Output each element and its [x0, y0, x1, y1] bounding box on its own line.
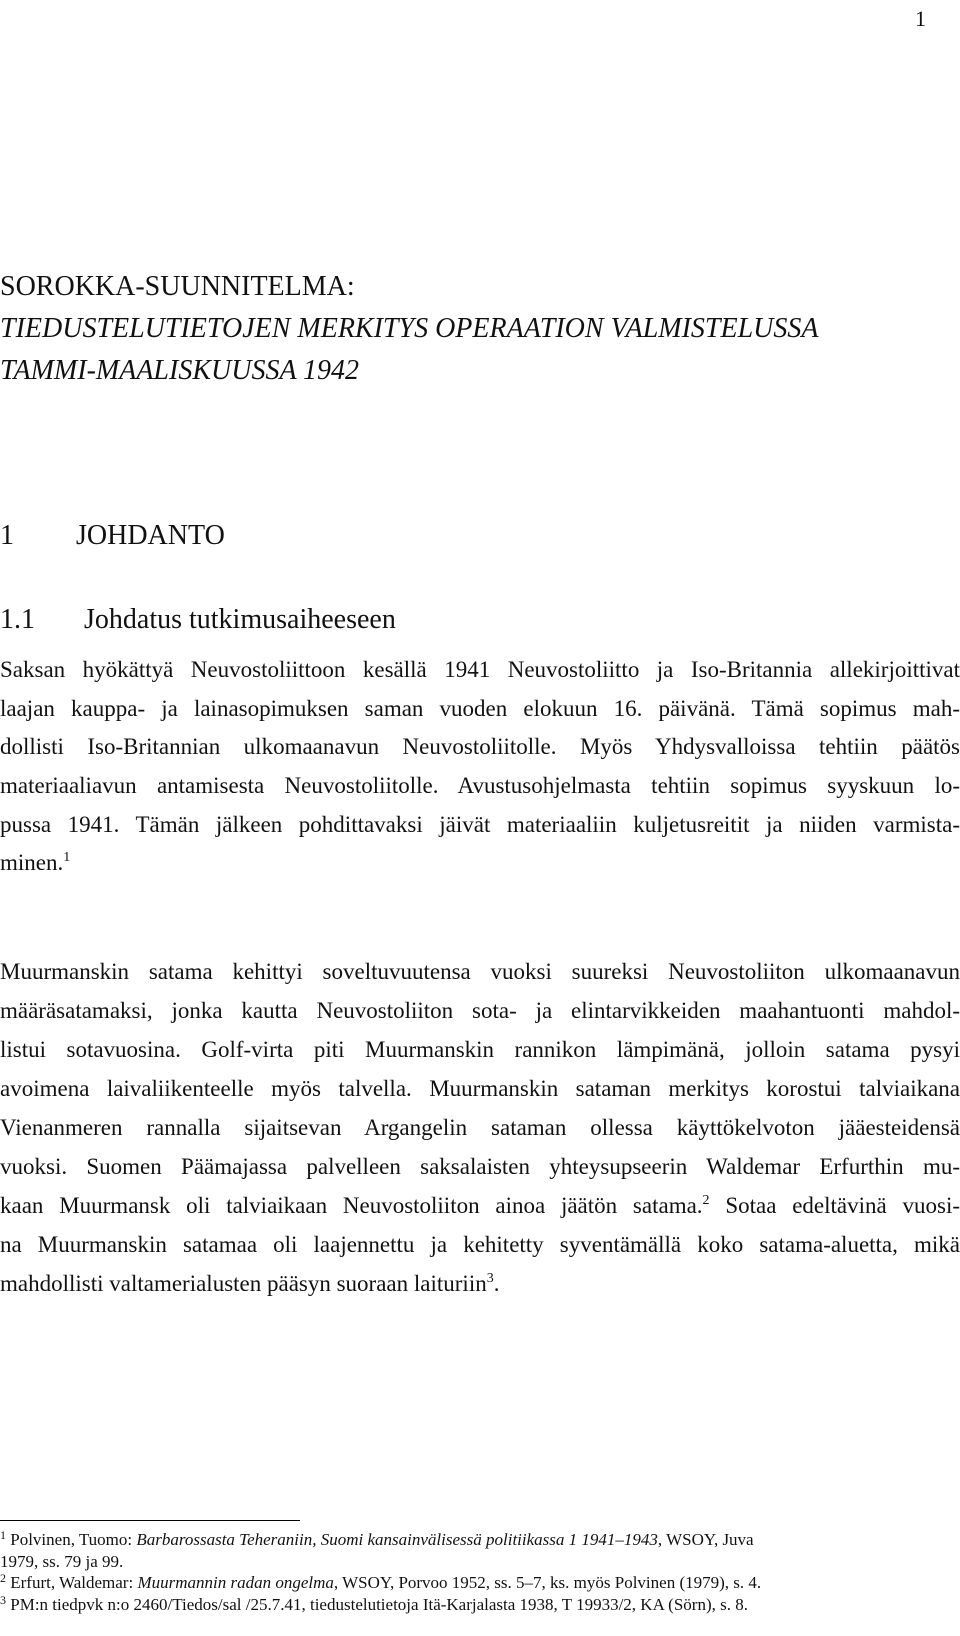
text-line — [0, 844, 960, 883]
text-line: pussa 1941. Tämän jälkeen pohdittavaksi jäivät materiaaliin kuljetusreitit ja niiden varmista- — [0, 811, 960, 837]
text-line: na Muurmanskin satamaa oli laajennettu ja kehitetty syventämällä koko satama-aluetta, mikä — [0, 1232, 960, 1257]
footnote-details: , WSOY, Porvoo 1952, ss. 5–7, ks. myös Polvinen (1979), s. 4. — [333, 1573, 762, 1592]
text-line: Muurmanskin satama kehittyi soveltuvuutensa vuoksi suureksi Neuvostoliiton ulkomaanavun — [0, 959, 960, 984]
text-line: dollisti Iso-Britannian ulkomaanavun Neuvostoliitolle. Myös Yhdysvalloissa tehtiin päätös — [0, 734, 960, 760]
footnote-ref-1[interactable]: 1 — [63, 850, 71, 866]
footnote-ref-3[interactable]: 3 — [486, 1271, 494, 1286]
text-line: laajan kauppa- ja lainasopimuksen saman vuoden elokuun 16. päivänä. Tämä sopimus mah- — [0, 695, 960, 721]
footnote-work-title: Muurmannin radan ongelma — [137, 1573, 334, 1592]
footnote-details: , WSOY, Juva — [657, 1530, 754, 1549]
text-line: listui sotavuosina. Golf-virta piti Muurmanskin rannikon lämpimänä, jolloin satama pysyi — [0, 1037, 960, 1062]
footnote-author: Erfurt, Waldemar: — [6, 1573, 138, 1592]
text-line: materiaaliavun antamisesta Neuvostoliitolle. Avustusohjelmasta tehtiin sopimus syyskuun lo- — [0, 773, 960, 799]
text-line: vuoksi. Suomen Päämajassa palvelleen saksalaisten yhteysupseerin Waldemar Erfurthin mu- — [0, 1154, 960, 1179]
footnote-2 — [0, 1572, 960, 1594]
text-line: Vienanmeren rannalla sijaitsevan Argangelin sataman ollessa käyttökelvoton jääesteidensä — [0, 1115, 960, 1140]
section-heading — [0, 604, 396, 636]
footnote-3 — [0, 1594, 960, 1616]
title-line-2: TIEDUSTELUTIETOJEN MERKITYS OPERAATION VALMISTELUSSA — [0, 313, 819, 344]
title-line-1: SOROKKA-SUUNNITELMA: — [0, 271, 355, 302]
footnote-number: 3 — [0, 1592, 6, 1607]
footnote-author: Polvinen, Tuomo: — [6, 1530, 137, 1549]
footnote-number: 2 — [0, 1571, 6, 1585]
text-line: Saksan hyökättyä Neuvostoliittoon kesällä 1941 Neuvostoliitto ja Iso-Britannia allekirjoittivat — [0, 657, 960, 682]
paragraph-1 — [0, 651, 960, 883]
document-title — [0, 266, 960, 392]
footnote-text: PM:n tiedpvk n:o 2460/Tiedos/sal /25.7.41, tiedustelutietoja Itä-Karjalasta 1938, T 19933/2, KA (Sörn), s. 8. — [6, 1594, 748, 1614]
chapter-number: 1 — [0, 520, 14, 551]
text-line — [0, 1186, 960, 1225]
text-run: . — [493, 1271, 500, 1296]
section-title: Johdatus tutkimusaiheeseen — [84, 604, 396, 635]
footnote-work-title: Barbarossasta Teheraniin, Suomi kansainvälisessä politiikassa 1 1941–1943 — [136, 1530, 658, 1549]
text-line — [0, 1264, 960, 1303]
section-number: 1.1 — [0, 604, 35, 635]
text-run: kaan Muurmansk oli talviaikaan Neuvostoliiton ainoa jäätön satama. — [0, 1193, 703, 1218]
page-number: 1 — [915, 6, 926, 31]
paragraph-2 — [0, 952, 960, 1303]
footnote-ref-2[interactable]: 2 — [702, 1193, 710, 1208]
text-run: Sotaa edeltävinä vuosi- — [709, 1193, 960, 1218]
footnote-1-continued: 1979, ss. 79 ja 99. — [0, 1551, 124, 1571]
text-line: avoimena laivaliikenteelle myös talvella. Muurmanskin sataman merkitys korostui talviaikana — [0, 1076, 960, 1101]
footnote-separator — [0, 1520, 300, 1521]
title-line-3: TAMMI-MAALISKUUSSA 1942 — [0, 355, 360, 386]
text-run: minen. — [0, 850, 64, 876]
footnotes — [0, 1529, 960, 1615]
chapter-title: JOHDANTO — [76, 520, 225, 551]
text-run: mahdollisti valtamerialusten pääsyn suoraan laituriin — [0, 1271, 487, 1296]
footnote-1 — [0, 1529, 960, 1551]
chapter-heading — [0, 520, 225, 552]
footnote-number: 1 — [0, 1528, 6, 1542]
text-line: määräsatamaksi, jonka kautta Neuvostoliiton sota- ja elintarvikkeiden maahantuonti mahdol- — [0, 998, 960, 1023]
